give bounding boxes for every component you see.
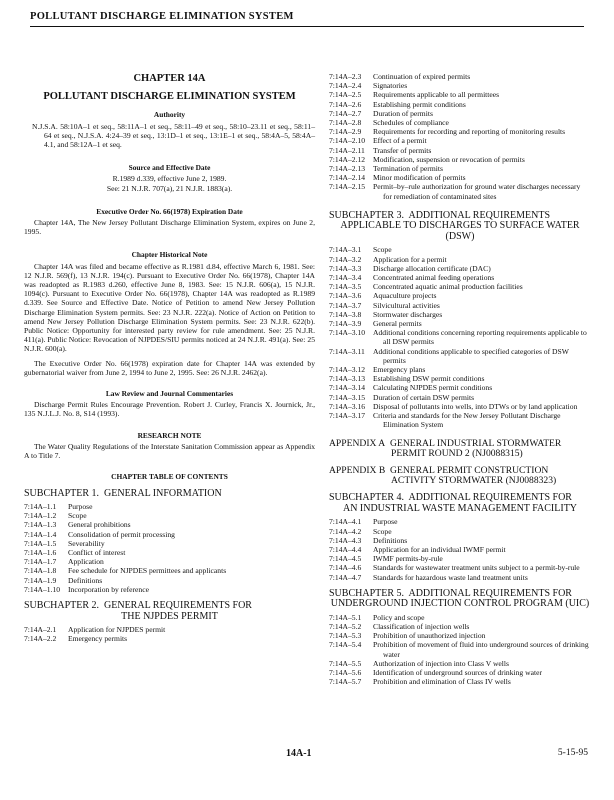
toc-entry xyxy=(329,301,591,310)
toc-entry xyxy=(329,90,591,99)
section-number: 7:14A–3.11 xyxy=(329,346,365,356)
toc-entry xyxy=(24,502,315,511)
subchapter-3-heading: SUBCHAPTER 3. ADDITIONAL REQUIREMENTS APPLICABLE TO DISCHARGES TO SURFACE WATER (DSW) xyxy=(329,209,580,242)
toc-entry xyxy=(24,634,315,643)
toc-entry xyxy=(329,383,591,392)
research-note-heading: RESEARCH NOTE xyxy=(137,430,202,440)
toc-entry xyxy=(329,255,591,264)
appendix-b-heading: APPENDIX B GENERAL PERMIT CONSTRUCTION ACTIVITY STORMWATER (NJ0088323) xyxy=(329,465,557,487)
section-number: 7:14A–4.3 xyxy=(329,535,362,545)
section-title: Severability xyxy=(68,538,105,548)
section-number: 7:14A–1.10 xyxy=(24,584,61,594)
section-title: IWMF permits-by-rule xyxy=(373,554,443,564)
section-title: Classification of injection wells xyxy=(373,622,470,632)
section-number: 7:14A–2.2 xyxy=(24,634,57,644)
toc-entry xyxy=(329,563,591,572)
section-title: Additional conditions applicable to specified categories of DSW permits xyxy=(373,346,569,365)
section-title: Concentrated aquatic animal production facilities xyxy=(373,282,523,292)
subchapter-2-list-continued xyxy=(329,72,591,201)
section-number: 7:14A–1.8 xyxy=(24,566,57,576)
toc-entry xyxy=(329,282,591,291)
section-title: Continuation of expired permits xyxy=(373,72,471,81)
historical-note-text-1: Chapter 14A was filed and became effective as R.1981 d.84, effective March 6, 1981. See: 12 N.J.R. 569(f), 13 N.J.R. 194(c). Pursuant to Executive Order No. 66(1978), Chapter 14A was readopted as R.1983 d.260, effective June 8, 1983. See: 15 N.J.R. 606(a), 15 N.J.R. 1094(c). Pursuant to Executive Order No. 66(1978), Chapter 14A was readopted as R.1989 d.339. See Source and Effective Date. Notice of Petition to amend New Jersey Pollution Discharge Elimination System permits. See: 23 N.J.R. 222(a). Notice of Action on Petition to amend New Jersey Pollution Discharge Elimination System permits. See: 23 N.J.R. 622(b). Public Notice: Opportunity for interested party review for rule amendment. See: 25 N.J.R. 411(a). Public Notice: Revocation of NJPDES/SIU permits noticed at 24 N.J.R. 491(a). See: 25 N.J.R. 600(a). xyxy=(24,261,315,354)
section-number: 7:14A–4.4 xyxy=(329,545,362,555)
toc-entry xyxy=(24,530,315,539)
toc-entry xyxy=(329,72,591,81)
section-title: Calculating NJPDES permit conditions xyxy=(373,383,493,393)
toc-entry xyxy=(329,347,591,365)
research-note-text: The Water Quality Regulations of the Interstate Sanitation Commission appear as Appendix A to Title 7. xyxy=(24,441,315,461)
section-title: General permits xyxy=(373,318,422,328)
section-title: Additional conditions concerning reporting requirements applicable to all DSW permits xyxy=(373,328,587,347)
subchapter-5-list xyxy=(329,613,591,687)
section-number: 7:14A–5.5 xyxy=(329,658,362,668)
section-number: 7:14A–2.4 xyxy=(329,81,362,91)
section-title: Fee schedule for NJPDES permittees and applicants xyxy=(68,566,227,576)
toc-entry xyxy=(329,527,591,536)
section-title: Definitions xyxy=(373,535,408,545)
section-number: 7:14A–3.12 xyxy=(329,364,366,374)
section-title: Consolidation of permit processing xyxy=(68,529,175,539)
historical-note-heading: Chapter Historical Note xyxy=(131,250,208,260)
section-title: Standards for wastewater treatment units subject to a permit-by-rule xyxy=(373,563,580,573)
chapter-number: CHAPTER 14A xyxy=(133,73,206,84)
section-number: 7:14A–3.13 xyxy=(329,374,366,384)
section-number: 7:14A–3.3 xyxy=(329,263,362,273)
section-number: 7:14A–3.8 xyxy=(329,309,362,319)
section-number: 7:14A–3.14 xyxy=(329,383,366,393)
section-number: 7:14A–2.12 xyxy=(329,154,366,164)
section-title: Silvicultural activities xyxy=(373,300,440,310)
section-number: 7:14A–1.6 xyxy=(24,548,57,558)
section-number: 7:14A–2.15 xyxy=(329,182,366,192)
toc-entry xyxy=(329,554,591,563)
section-title: Requirements for recording and reporting of monitoring results xyxy=(373,127,566,137)
toc-entry xyxy=(329,402,591,411)
toc-entry xyxy=(329,622,591,631)
section-title: Permit–by–rule authorization for ground water discharges necessary for remediation of contaminated sites xyxy=(373,182,581,201)
section-number: 7:14A–2.14 xyxy=(329,173,366,183)
toc-entry xyxy=(329,536,591,545)
head-rule xyxy=(30,26,584,27)
section-number: 7:14A–1.9 xyxy=(24,575,57,585)
section-title: Stormwater discharges xyxy=(373,309,443,319)
section-title: Criteria and standards for the New Jersey Pollutant Discharge Elimination System xyxy=(373,411,561,430)
section-title: Duration of certain DSW permits xyxy=(373,392,475,402)
section-number: 7:14A–2.11 xyxy=(329,145,365,155)
toc-entry xyxy=(329,182,591,200)
section-number: 7:14A–5.6 xyxy=(329,668,362,678)
section-number: 7:14A–1.5 xyxy=(24,538,57,548)
chapter-title: POLLUTANT DISCHARGE ELIMINATION SYSTEM xyxy=(43,91,296,103)
section-number: 7:14A–3.15 xyxy=(329,392,366,402)
section-title: Purpose xyxy=(68,502,93,511)
section-number: 7:14A–2.3 xyxy=(329,72,362,81)
section-number: 7:14A–4.5 xyxy=(329,554,362,564)
section-title: Aquaculture projects xyxy=(373,291,437,301)
section-number: 7:14A–3.5 xyxy=(329,282,362,292)
section-title: General prohibitions xyxy=(68,520,131,530)
section-number: 7:14A–2.6 xyxy=(329,99,362,109)
section-number: 7:14A–3.7 xyxy=(329,300,362,310)
section-title: Discharge allocation certificate (DAC) xyxy=(373,263,491,273)
section-number: 7:14A–3.10 xyxy=(329,328,366,338)
source-line-1: R.1989 d.339, effective June 2, 1989. xyxy=(112,174,227,184)
toc-entry xyxy=(329,659,591,668)
toc-entry xyxy=(329,613,591,622)
section-number: 7:14A–3.9 xyxy=(329,318,362,328)
section-number: 7:14A–2.7 xyxy=(329,108,362,118)
source-line-2: See: 21 N.J.R. 707(a), 21 N.J.R. 1883(a). xyxy=(106,183,233,193)
toc-entry xyxy=(329,411,591,429)
toc-entry xyxy=(24,520,315,529)
subchapter-2-heading: SUBCHAPTER 2. GENERAL REQUIREMENTS FOR THE NJPDES PERMIT xyxy=(24,600,252,622)
subchapter-1-list xyxy=(24,502,315,594)
section-title: Prohibition of unauthorized injection xyxy=(373,631,486,641)
section-title: Policy and scope xyxy=(373,612,425,622)
subchapter-3-list xyxy=(329,245,591,429)
section-number: 7:14A–2.8 xyxy=(329,118,362,128)
section-title: Conflict of interest xyxy=(68,548,126,558)
section-number: 7:14A–4.2 xyxy=(329,526,362,536)
toc-entry xyxy=(329,319,591,328)
section-number: 7:14A–1.7 xyxy=(24,557,57,567)
section-title: Standards for hazardous waste land treatment units xyxy=(373,572,528,582)
section-number: 7:14A–3.1 xyxy=(329,245,362,255)
section-title: Identification of underground sources of drinking water xyxy=(373,668,542,678)
toc-entry xyxy=(329,631,591,640)
toc-entry xyxy=(329,573,591,582)
toc-entry xyxy=(24,548,315,557)
toc-entry xyxy=(329,155,591,164)
section-title: Incorporation by reference xyxy=(68,584,149,594)
toc-entry xyxy=(329,545,591,554)
subchapter-1-heading: SUBCHAPTER 1. GENERAL INFORMATION xyxy=(24,487,222,499)
law-review-text: Discharge Permit Rules Encourage Prevention. Robert J. Curley, Francis X. Journick, Jr., 135 N.J.L.J. No. 8, S14 (1993). xyxy=(24,400,315,419)
section-title: Prohibition of movement of fluid into underground sources of drinking water xyxy=(373,640,589,659)
toc-entry xyxy=(329,310,591,319)
section-title: Prohibition and elimination of Class IV wells xyxy=(373,677,511,687)
section-title: Emergency plans xyxy=(373,364,426,374)
toc-entry xyxy=(329,164,591,173)
authority-heading: Authority xyxy=(153,110,186,120)
section-title: Establishing DSW permit conditions xyxy=(373,374,485,384)
section-number: 7:14A–3.2 xyxy=(329,254,362,264)
section-title: Concentrated animal feeding operations xyxy=(373,272,495,282)
toc-entry xyxy=(24,539,315,548)
section-number: 7:14A–5.7 xyxy=(329,677,362,687)
subchapter-2-list xyxy=(24,625,315,643)
section-title: Definitions xyxy=(68,575,103,585)
section-number: 7:14A–1.2 xyxy=(24,511,57,521)
section-number: 7:14A–2.10 xyxy=(329,136,366,146)
section-number: 7:14A–3.4 xyxy=(329,272,362,282)
subchapter-5-heading: SUBCHAPTER 5. ADDITIONAL REQUIREMENTS FOR UNDERGROUND INJECTION CONTROL PROGRAM (UIC) xyxy=(329,587,590,610)
section-title: Scope xyxy=(373,245,392,255)
toc-entry xyxy=(329,393,591,402)
appendix-a-heading: APPENDIX A GENERAL INDUSTRIAL STORMWATER PERMIT ROUND 2 (NJ0088315) xyxy=(329,438,562,460)
toc-entry xyxy=(329,136,591,145)
toc-entry xyxy=(329,365,591,374)
section-title: Authorization of injection into Class V wells xyxy=(373,658,509,668)
section-title: Duration of permits xyxy=(373,108,433,118)
section-title: Application for NJPDES permit xyxy=(68,625,166,635)
toc-entry xyxy=(24,557,315,566)
section-title: Emergency permits xyxy=(68,634,128,644)
section-number: 7:14A–2.5 xyxy=(329,90,362,100)
right-column xyxy=(329,72,591,686)
section-number: 7:14A–5.4 xyxy=(329,640,362,650)
toc-entry xyxy=(329,677,591,686)
toc-entry xyxy=(329,146,591,155)
section-number: 7:14A–1.1 xyxy=(24,502,57,511)
section-number: 7:14A–3.16 xyxy=(329,401,366,411)
section-number: 7:14A–2.13 xyxy=(329,164,366,174)
source-heading: Source and Effective Date xyxy=(128,163,211,173)
section-number: 7:14A–2.9 xyxy=(329,127,362,137)
subchapter-4-heading: SUBCHAPTER 4. ADDITIONAL REQUIREMENTS FOR AN INDUSTRIAL WASTE MANAGEMENT FACILITY xyxy=(329,492,578,514)
executive-order-text: Chapter 14A, The New Jersey Pollutant Discharge Elimination System, expires on June 2, 1995. xyxy=(24,218,315,237)
section-title: Application for a permit xyxy=(373,254,447,264)
section-number: 7:14A–3.6 xyxy=(329,291,362,301)
executive-order-heading: Executive Order No. 66(1978) Expiration Date xyxy=(96,206,243,216)
authority-text: N.J.S.A. 58:10A–1 et seq., 58:11A–1 et seq., 58:11–49 et seq., 58:10–23.11 et seq., 58:11–64 et seq., N.J.S.A. 4:24–39 et seq., 13:1D–1 et seq., 13:1E–1 et seq., 58:4A–5, 58:4A–4.1, and 58:12A–1 et seq. xyxy=(32,121,315,150)
section-title: Purpose xyxy=(373,517,398,527)
section-title: Termination of permits xyxy=(373,164,443,174)
toc-entry xyxy=(329,173,591,182)
section-title: Transfer of permits xyxy=(373,145,432,155)
section-number: 7:14A–4.1 xyxy=(329,517,362,527)
toc-entry xyxy=(329,109,591,118)
section-number: 7:14A–3.17 xyxy=(329,411,366,420)
toc-entry xyxy=(24,511,315,520)
historical-note-text-2: The Executive Order No. 66(1978) expiration date for Chapter 14A was extended by gubernatorial waiver from June 2, 1994 to June 2, 1995. See: 26 N.J.R. 2462(a). xyxy=(24,358,315,377)
toc-entry xyxy=(329,245,591,254)
section-title: Effect of a permit xyxy=(373,136,427,146)
toc-entry xyxy=(329,517,591,526)
section-title: Scope xyxy=(373,526,392,536)
section-title: Schedules of compliance xyxy=(373,118,449,128)
section-number: 7:14A–4.6 xyxy=(329,563,362,573)
section-title: Modification, suspension or revocation of permits xyxy=(373,154,525,164)
section-number: 7:14A–5.3 xyxy=(329,631,362,641)
toc-entry xyxy=(329,374,591,383)
toc-entry xyxy=(24,625,315,634)
section-title: Minor modification of permits xyxy=(373,173,466,183)
toc-entry xyxy=(329,118,591,127)
running-head: POLLUTANT DISCHARGE ELIMINATION SYSTEM xyxy=(30,11,294,22)
law-review-heading: Law Review and Journal Commentaries xyxy=(105,389,234,399)
section-title: Application xyxy=(68,557,104,567)
section-title: Establishing permit conditions xyxy=(373,99,466,109)
section-number: 7:14A–4.7 xyxy=(329,572,362,582)
footer-page-number: 14A-1 xyxy=(286,748,312,759)
toc-entry xyxy=(329,668,591,677)
section-title: Signatories xyxy=(373,81,408,91)
toc-entry xyxy=(24,576,315,585)
toc-entry xyxy=(329,273,591,282)
toc-entry xyxy=(329,81,591,90)
footer-date: 5-15-95 xyxy=(557,748,588,758)
toc-entry xyxy=(329,640,591,658)
left-column xyxy=(24,64,315,643)
section-title: Requirements applicable to all permittees xyxy=(373,90,500,100)
toc-entry xyxy=(24,585,315,594)
section-title: Scope xyxy=(68,511,87,521)
subchapter-4-list xyxy=(329,517,591,581)
toc-heading: CHAPTER TABLE OF CONTENTS xyxy=(111,472,228,482)
toc-entry xyxy=(329,264,591,273)
toc-entry xyxy=(24,566,315,575)
toc-entry xyxy=(329,127,591,136)
section-number: 7:14A–2.1 xyxy=(24,625,57,635)
section-number: 7:14A–1.4 xyxy=(24,529,57,539)
toc-entry xyxy=(329,291,591,300)
section-title: Disposal of pollutants into wells, into DTWs or by land application xyxy=(373,401,578,411)
section-title: Application for an individual IWMF permit xyxy=(373,545,506,555)
toc-entry xyxy=(329,328,591,346)
section-number: 7:14A–5.2 xyxy=(329,622,362,632)
section-number: 7:14A–5.1 xyxy=(329,612,362,622)
toc-entry xyxy=(329,100,591,109)
section-number: 7:14A–1.3 xyxy=(24,520,57,530)
